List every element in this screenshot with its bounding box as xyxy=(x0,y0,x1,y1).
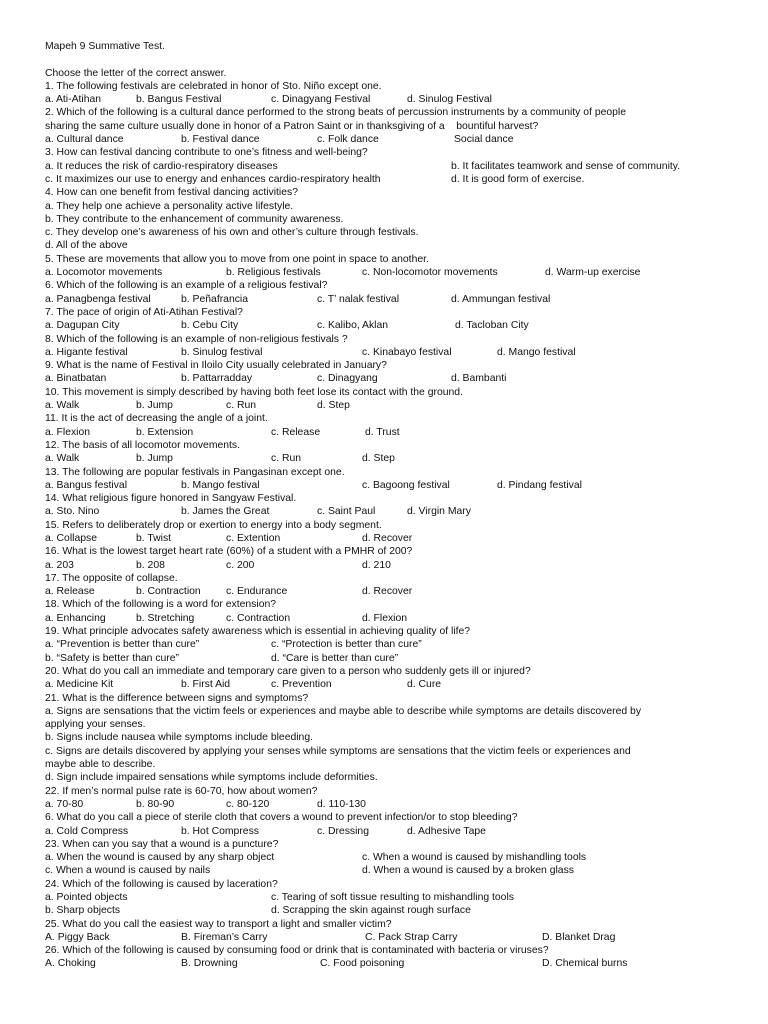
answer-option: d. Virgin Mary xyxy=(407,506,471,518)
answer-option: b. Festival dance xyxy=(181,134,260,146)
answer-options-row xyxy=(45,479,745,492)
answer-option: d. Recover xyxy=(362,532,413,544)
answer-option: b. Extension xyxy=(136,426,194,438)
answer-option: D. Chemical burns xyxy=(542,958,628,970)
answer-option: b. It facilitates teamwork and sense of community. xyxy=(451,160,681,172)
text-line: a. Signs are sensations that the victim feels or experiences and maybe able to describe while symptoms are details discovered by xyxy=(45,705,642,717)
answer-option: b. Stretching xyxy=(136,612,195,624)
answer-options-row xyxy=(45,652,745,665)
text-line: b. They contribute to the enhancement of community awareness. xyxy=(45,213,344,225)
question-list xyxy=(45,67,745,971)
answer-option: a. When the wound is caused by any sharp object xyxy=(45,852,275,864)
answer-option: b. Sinulog festival xyxy=(181,346,263,358)
text-line: 24. Which of the following is caused by laceration? xyxy=(45,878,278,890)
answer-option: b. Cebu City xyxy=(181,320,239,332)
answer-option: c. 80-120 xyxy=(226,798,270,810)
answer-option: c. Release xyxy=(271,426,321,438)
answer-option: c. Contraction xyxy=(226,612,291,624)
text-line: 3. How can festival dancing contribute to one’s fitness and well-being? xyxy=(45,147,368,159)
text-line: 13. The following are popular festivals in Pangasinan except one. xyxy=(45,466,345,478)
answer-option: c. Bagoong festival xyxy=(362,479,450,491)
answer-options-row xyxy=(45,505,745,518)
answer-options-row xyxy=(45,931,745,944)
test-document xyxy=(45,40,745,971)
text-line: 8. Which of the following is an example of non-religious festivals ? xyxy=(45,333,348,345)
answer-options-row xyxy=(45,825,745,838)
text-line: 6. What do you call a piece of sterile cloth that covers a wound to prevent infection/or to stop bleeding? xyxy=(45,812,518,824)
text-line: 12. The basis of all locomotor movements. xyxy=(45,439,241,451)
answer-options-row xyxy=(45,173,745,186)
text-line: 21. What is the difference between signs and symptoms? xyxy=(45,692,309,704)
answer-option: d. Step xyxy=(317,400,350,412)
answer-option: a. Walk xyxy=(45,453,80,465)
answer-option: c. Dressing xyxy=(317,825,369,837)
document-title: Mapeh 9 Summative Test. xyxy=(45,41,165,52)
answer-option: C. Pack Strap Carry xyxy=(365,931,458,943)
answer-option: b. Mango festival xyxy=(181,479,260,491)
answer-option: a. Flexion xyxy=(45,426,91,438)
answer-option: c. It maximizes our use to energy and enhances cardio-respiratory health xyxy=(45,173,381,185)
answer-option: b. James the Great xyxy=(181,506,270,518)
text-line: 23. When can you say that a wound is a puncture? xyxy=(45,838,279,850)
text-line: 7. The pace of origin of Ati-Atihan Festival? xyxy=(45,306,243,318)
answer-options-row xyxy=(45,798,745,811)
text-line: maybe able to describe. xyxy=(45,759,156,771)
answer-option: D. Blanket Drag xyxy=(542,931,616,943)
answer-option: a. Sto. Nino xyxy=(45,506,100,518)
answer-option: b. Religious festivals xyxy=(226,267,321,279)
text-line: 16. What is the lowest target heart rate (60%) of a student with a PMHR of 200? xyxy=(45,546,413,558)
answer-option: a. Cultural dance xyxy=(45,134,124,146)
answer-option: c. 200 xyxy=(226,559,255,571)
text-line: 18. Which of the following is a word for extension? xyxy=(45,599,277,611)
answer-option: d. When a wound is caused by a broken glass xyxy=(362,865,574,877)
answer-option: B. Drowning xyxy=(181,958,238,970)
answer-option: b. Twist xyxy=(136,532,172,544)
answer-option: b. Contraction xyxy=(136,586,201,598)
answer-option: b. Bangus Festival xyxy=(136,94,222,106)
answer-option: d. Bambanti xyxy=(451,373,507,385)
answer-option: b. Peñafrancia xyxy=(181,293,249,305)
answer-options-row xyxy=(45,266,745,279)
text-line: Choose the letter of the correct answer. xyxy=(45,67,227,79)
answer-option: b. Jump xyxy=(136,453,173,465)
answer-option: d. 110-130 xyxy=(317,798,366,810)
answer-option: b. Pattarradday xyxy=(181,373,253,385)
answer-option: b. “Safety is better than cure” xyxy=(45,652,179,664)
text-line: d. Sign include impaired sensations while symptoms include deformities. xyxy=(45,772,378,784)
answer-options-row xyxy=(45,426,745,439)
answer-option: Social dance xyxy=(454,134,514,146)
answer-option: d. “Care is better than cure” xyxy=(271,652,399,664)
answer-option: d. Mango festival xyxy=(497,346,576,358)
answer-options-row xyxy=(45,293,745,306)
text-line: b. Signs include nausea while symptoms include bleeding. xyxy=(45,732,314,744)
answer-options-row xyxy=(45,346,745,359)
answer-option: a. Cold Compress xyxy=(45,825,129,837)
answer-options-row xyxy=(45,372,745,385)
answer-option: a. Locomotor movements xyxy=(45,267,163,279)
answer-options-row xyxy=(45,864,745,877)
answer-options-row xyxy=(45,638,745,651)
answer-option: d. Flexion xyxy=(362,612,408,624)
answer-option: a. “Prevention is better than cure” xyxy=(45,639,200,651)
answer-option: d. Sinulog Festival xyxy=(407,94,492,106)
answer-option: d. Cure xyxy=(407,679,442,691)
answer-option: d. Recover xyxy=(362,586,413,598)
answer-options-row xyxy=(45,585,745,598)
answer-option: c. “Protection is better than cure” xyxy=(271,639,422,651)
text-line: 5. These are movements that allow you to move from one point in space to another. xyxy=(45,253,429,265)
answer-option: c. Dinagyang Festival xyxy=(271,94,371,106)
answer-options-row xyxy=(45,319,745,332)
answer-option: a. Release xyxy=(45,586,95,598)
text-line: applying your senses. xyxy=(45,719,146,731)
answer-option: a. Pointed objects xyxy=(45,892,128,903)
answer-options-row xyxy=(45,160,745,173)
answer-option: c. Tearing of soft tissue resulting to mishandling tools xyxy=(271,892,514,903)
answer-option: c. Kalibo, Aklan xyxy=(317,320,389,332)
answer-option: d. Scrapping the skin against rough surface xyxy=(271,905,471,917)
text-line: 19. What principle advocates safety awareness which is essential in achieving quality of life? xyxy=(45,626,471,638)
answer-option: c. Dinagyang xyxy=(317,373,378,385)
answer-option: a. Higante festival xyxy=(45,346,128,358)
text-line: 10. This movement is simply described by having both feet lose its contact with the ground. xyxy=(45,386,463,398)
text-line: 2. Which of the following is a cultural dance performed to the strong beats of percussion instruments by a community of people xyxy=(45,107,627,119)
text-line: 20. What do you call an immediate and temporary care given to a person who suddenly gets ill or injured? xyxy=(45,665,531,677)
answer-options-row xyxy=(45,957,745,970)
text-line: 6. Which of the following is an example of a religious festival? xyxy=(45,280,328,292)
answer-option: d. Warm-up exercise xyxy=(545,267,641,279)
answer-option: C. Food poisoning xyxy=(320,958,405,970)
answer-option: A. Piggy Back xyxy=(45,931,110,943)
text-line: a. They help one achieve a personality active lifestyle. xyxy=(45,200,294,212)
answer-option: b. 80-90 xyxy=(136,798,175,810)
answer-options-row xyxy=(45,851,745,864)
answer-options-row xyxy=(45,612,745,625)
answer-option: a. Panagbenga festival xyxy=(45,293,151,305)
answer-options-row xyxy=(45,133,745,146)
answer-option: d. Tacloban City xyxy=(455,320,529,332)
answer-option: A. Choking xyxy=(45,958,96,970)
answer-option: b. First Aid xyxy=(181,679,231,691)
blank-line xyxy=(45,53,745,66)
answer-option: a. Dagupan City xyxy=(45,320,120,332)
answer-options-row xyxy=(45,399,745,412)
text-line: sharing the same culture usually done in honor of a Patron Saint or in thanksgiving of a bountiful harvest? xyxy=(45,120,539,132)
answer-options-row xyxy=(45,93,745,106)
answer-option: c. Folk dance xyxy=(317,134,379,146)
text-line: 22. If men’s normal pulse rate is 60-70, how about women? xyxy=(45,785,318,797)
answer-option: c. Prevention xyxy=(271,679,332,691)
text-line: 17. The opposite of collapse. xyxy=(45,572,178,584)
answer-options-row xyxy=(45,904,745,917)
answer-option: B. Fireman’s Carry xyxy=(181,931,268,943)
answer-option: c. Saint Paul xyxy=(317,506,376,518)
answer-option: c. Endurance xyxy=(226,586,288,598)
text-line: 4. How can one benefit from festival dancing activities? xyxy=(45,187,298,199)
answer-option: a. Walk xyxy=(45,400,80,412)
text-line: c. They develop one’s awareness of his own and other’s culture through festivals. xyxy=(45,227,419,239)
answer-option: a. 70-80 xyxy=(45,798,84,810)
answer-option: c. Kinabayo festival xyxy=(362,346,452,358)
answer-option: b. Jump xyxy=(136,400,173,412)
text-line: 25. What do you call the easiest way to transport a light and smaller victim? xyxy=(45,918,392,930)
answer-option: c. When a wound is caused by nails xyxy=(45,865,211,877)
text-line: d. All of the above xyxy=(45,240,128,252)
answer-option: c. Non-locomotor movements xyxy=(362,267,498,279)
answer-option: b. 208 xyxy=(136,559,165,571)
answer-option: b. Hot Compress xyxy=(181,825,259,837)
text-line: 15. Refers to deliberately drop or exertion to energy into a body segment. xyxy=(45,519,382,531)
answer-options-row xyxy=(45,678,745,691)
answer-option: c. Run xyxy=(271,453,302,465)
answer-option: a. Medicine Kit xyxy=(45,679,114,691)
text-line: 9. What is the name of Festival in Iloilo City usually celebrated in January? xyxy=(45,360,387,372)
answer-option: a. Binatbatan xyxy=(45,373,107,385)
answer-option: d. It is good form of exercise. xyxy=(451,173,585,185)
text-line: 11. It is the act of decreasing the angle of a joint. xyxy=(45,413,268,425)
answer-option: d. 210 xyxy=(362,559,391,571)
answer-option: c. Extention xyxy=(226,532,281,544)
answer-options-row xyxy=(45,452,745,465)
answer-option: d. Ammungan festival xyxy=(451,293,551,305)
answer-option: a. Ati-Atihan xyxy=(45,94,102,106)
answer-option: c. T’ nalak festival xyxy=(317,293,400,305)
answer-option: a. 203 xyxy=(45,559,74,571)
answer-option: a. Enhancing xyxy=(45,612,106,624)
answer-option: a. Collapse xyxy=(45,532,97,544)
answer-option: d. Adhesive Tape xyxy=(407,825,486,837)
answer-option: d. Pindang festival xyxy=(497,479,582,491)
answer-option: a. Bangus festival xyxy=(45,479,128,491)
answer-option: c. Run xyxy=(226,400,257,412)
answer-option: c. When a wound is caused by mishandling tools xyxy=(362,852,587,864)
answer-option: d. Step xyxy=(362,453,395,465)
answer-option: a. It reduces the risk of cardio-respiratory diseases xyxy=(45,160,278,172)
text-line: 26. Which of the following is caused by consuming food or drink that is contaminated with bacteria or viruses? xyxy=(45,945,549,957)
text-line: c. Signs are details discovered by applying your senses while symptoms are sensations that the victim feels or experiences and xyxy=(45,745,631,757)
text-line: 1. The following festivals are celebrated in honor of Sto. Niño except one. xyxy=(45,80,382,92)
text-line: 14. What religious figure honored in Sangyaw Festival. xyxy=(45,493,297,505)
answer-options-row xyxy=(45,532,745,545)
answer-option: d. Trust xyxy=(365,426,400,438)
answer-option: b. Sharp objects xyxy=(45,905,121,917)
answer-options-row xyxy=(45,559,745,572)
answer-options-row xyxy=(45,891,745,904)
